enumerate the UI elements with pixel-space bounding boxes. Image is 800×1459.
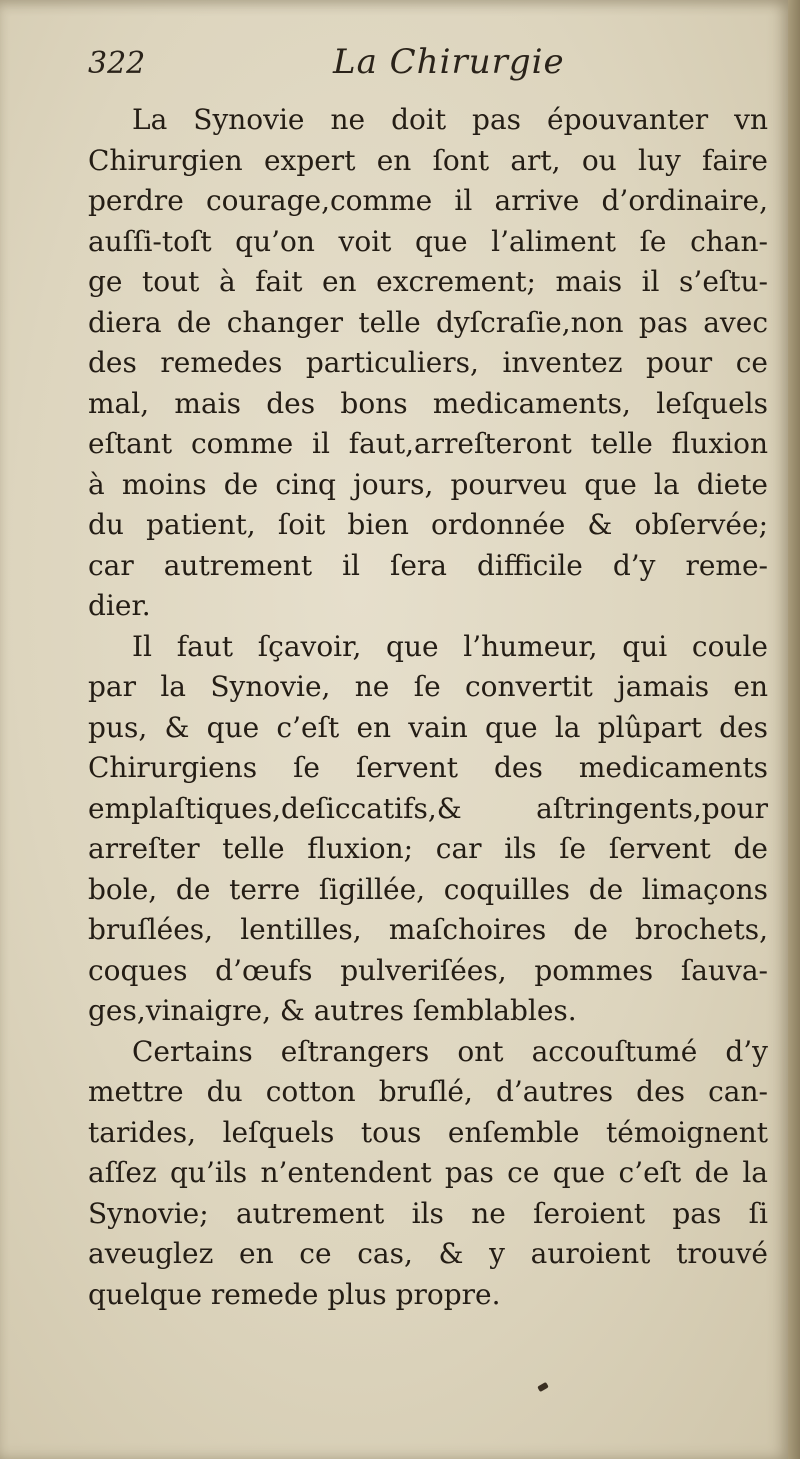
text-line: aveuglez en ce cas, & y auroient trouvé [88,1237,768,1270]
page-header [88,42,688,92]
text-line: à moins de cinq jours, pourveu que la diete [88,467,768,501]
paragraph-eſtrangers [88,1032,768,1316]
page-number: 322 [88,46,146,81]
text-line: emplaſtiques,deſiccatifs,& aſtringents,pour [88,791,768,825]
text-line: diera de changer telle dyſcraſie,non pas avec [88,305,768,339]
text-line: mettre du cotton bruſlé, d’autres des can- [88,1075,768,1108]
text-line: coques d’œufs pulveriſées, pommes ſauva- [88,953,768,987]
text-line: tarides, leſquels tous enſemble témoignent [88,1115,768,1149]
text-line: bole, de terre ſigillée, coquilles de limaçons [88,872,768,906]
text-line: La Synovie ne doit pas épouvanter vn [132,103,768,136]
running-title: La Chirurgie [333,42,565,82]
text-line: Chirurgiens ſe ſervent des medicaments [88,751,768,784]
text-line: quelque remede plus propre. [88,1277,501,1311]
text-line: car autrement il ſera difficile d’y reme- [88,548,768,582]
text-line: du patient, ſoit bien ordonnée & obſervée; [88,508,768,541]
text-line: Il faut ſçavoir, que l’humeur, qui coule [132,629,768,663]
text-line: Chirurgien expert en ſont art, ou luy faire [88,143,768,177]
text-line: arreſter telle fluxion; car ils ſe ſervent de [88,832,768,865]
text-line: pus, & que c’eſt en vain que la plûpart des [88,710,768,744]
text-line: dier. [88,589,151,622]
body-text [88,100,768,1315]
text-line: aſſez qu’ils n’entendent pas ce que c’eſt de la [88,1156,768,1189]
text-line: par la Synovie, ne ſe convertit jamais en [88,670,768,703]
text-line: ges,vinaigre, & autres ſemblables. [88,994,577,1027]
ink-mark [537,1382,549,1392]
page-gutter [788,0,800,1459]
text-line: auſſi-toſt qu’on voit que l’aliment ſe chan- [88,224,768,258]
text-line: mal, mais des bons medicaments, leſquels [88,386,768,420]
paragraph-humeur [88,627,768,1032]
text-line: des remedes particuliers, inventez pour ce [88,346,768,379]
text-line: bruſlées, lentilles, maſchoires de brochets, [88,913,768,946]
paragraph-synovie-intro [88,100,768,627]
text-line: Certains eſtrangers ont accouſtumé d’y [132,1034,768,1068]
text-line: eſtant comme il faut,arreſteront telle fluxion [88,427,768,460]
text-line: perdre courage,comme il arrive d’ordinaire, [88,184,768,217]
text-line: ge tout à fait en excrement; mais il s’eſtu- [88,265,768,298]
text-line: Synovie; autrement ils ne ſeroient pas ſi [88,1196,768,1230]
